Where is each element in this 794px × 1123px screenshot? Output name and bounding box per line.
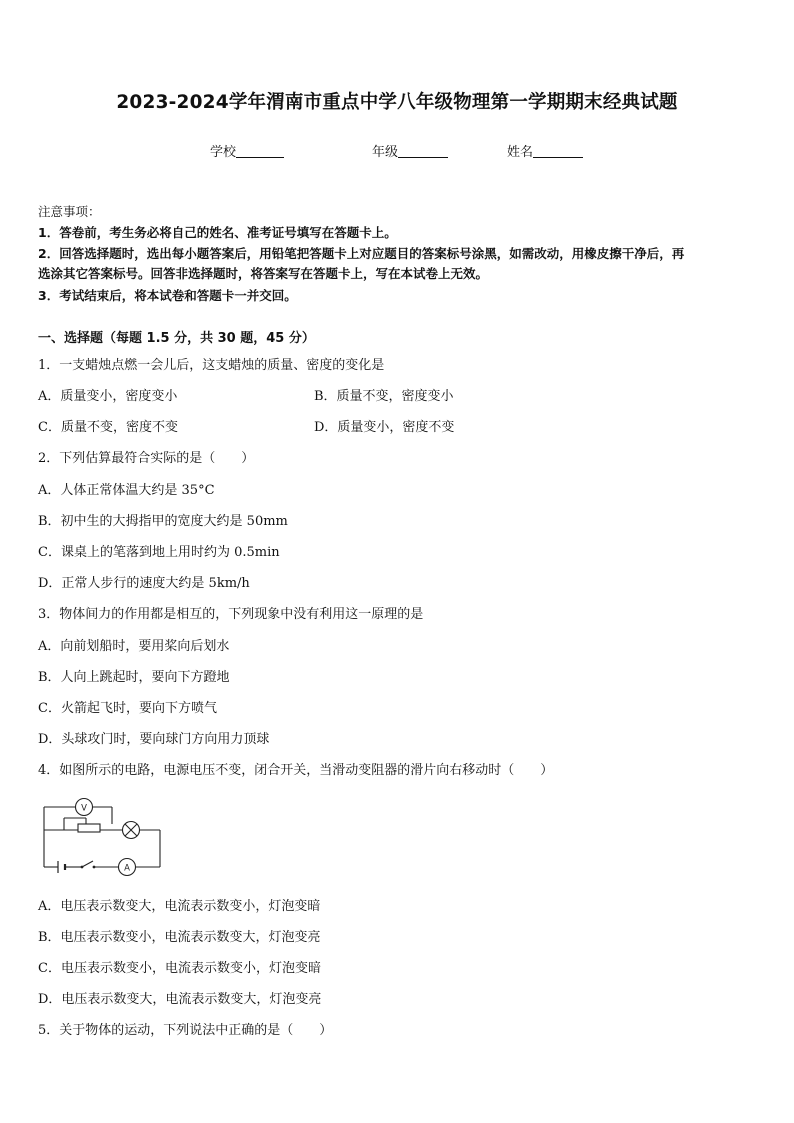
option-d: D．电压表示数变大，电流表示数变大，灯泡变亮: [38, 992, 322, 1007]
section-heading: 一、选择题（每题 1.5 分，共 30 题，45 分）: [38, 331, 315, 346]
grade-blank: [398, 145, 448, 158]
rheostat: [78, 824, 100, 832]
name-label: 姓名: [507, 145, 534, 160]
option-d: D．质量变小，密度不变: [314, 420, 455, 435]
question-stem: 4．如图所示的电路，电源电压不变，闭合开关，当滑动变阻器的滑片向右移动时（ ）: [38, 763, 554, 778]
switch-icon: [81, 866, 96, 869]
option-a: A．人体正常体温大约是 35°C: [38, 483, 215, 498]
question-stem: 3．物体间力的作用都是相互的，下列现象中没有利用这一原理的是: [38, 607, 424, 622]
option-c: C．火箭起飞时，要向下方喷气: [38, 701, 217, 716]
question-stem: 1．一支蜡烛点燃一会儿后，这支蜡烛的质量、密度的变化是: [38, 358, 385, 373]
note-item: 1．答卷前，考生务必将自己的姓名、准考证号填写在答题卡上。: [38, 225, 397, 240]
option-c: C．电压表示数变小，电流表示数变小，灯泡变暗: [38, 961, 321, 976]
ammeter-icon: [119, 859, 136, 876]
question-stem: 2．下列估算最符合实际的是（ ）: [38, 451, 255, 466]
school-field: [210, 141, 284, 160]
name-field: [507, 141, 583, 160]
notes-heading: 注意事项：: [38, 204, 101, 219]
option-c: C．质量不变，密度不变: [38, 420, 178, 435]
voltmeter-icon: [76, 799, 93, 816]
circuit-diagram: [38, 788, 168, 880]
option-b: B．质量不变，密度变小: [314, 389, 454, 404]
option-d: D．头球攻门时，要向球门方向用力顶球: [38, 732, 270, 747]
option-b: B．初中生的大拇指甲的宽度大约是 50mm: [38, 514, 288, 529]
school-label: 学校: [210, 145, 237, 160]
question-stem: 5．关于物体的运动，下列说法中正确的是（ ）: [38, 1023, 333, 1038]
voltmeter-label: V: [81, 803, 87, 814]
name-blank: [533, 145, 583, 158]
ammeter-label: A: [124, 863, 130, 874]
lamp-icon: [123, 822, 140, 839]
grade-label: 年级: [372, 145, 399, 160]
page-title: 2023-2024学年渭南市重点中学八年级物理第一学期期末经典试题: [116, 92, 678, 113]
battery-icon: [58, 861, 65, 873]
grade-field: [372, 141, 448, 160]
option-a: A．向前划船时，要用桨向后划水: [38, 639, 230, 654]
option-b: B．人向上跳起时，要向下方蹬地: [38, 670, 230, 685]
note-item: 2．回答选择题时，选出每小题答案后，用铅笔把答题卡上对应题目的答案标号涂黑，如需改动，用橡皮擦干净后，再: [38, 246, 685, 261]
option-d: D．正常人步行的速度大约是 5km/h: [38, 576, 250, 591]
note-item: 3．考试结束后，将本试卷和答题卡一并交回。: [38, 288, 297, 303]
option-a: A．质量变小，密度变小: [38, 389, 178, 404]
note-item: 选涂其它答案标号。回答非选择题时，将答案写在答题卡上，写在本试卷上无效。: [38, 266, 489, 281]
option-c: C．课桌上的笔落到地上用时约为 0.5min: [38, 545, 280, 560]
option-b: B．电压表示数变小，电流表示数变大，灯泡变亮: [38, 930, 321, 945]
school-blank: [236, 145, 284, 158]
option-a: A．电压表示数变大，电流表示数变小，灯泡变暗: [38, 899, 321, 914]
